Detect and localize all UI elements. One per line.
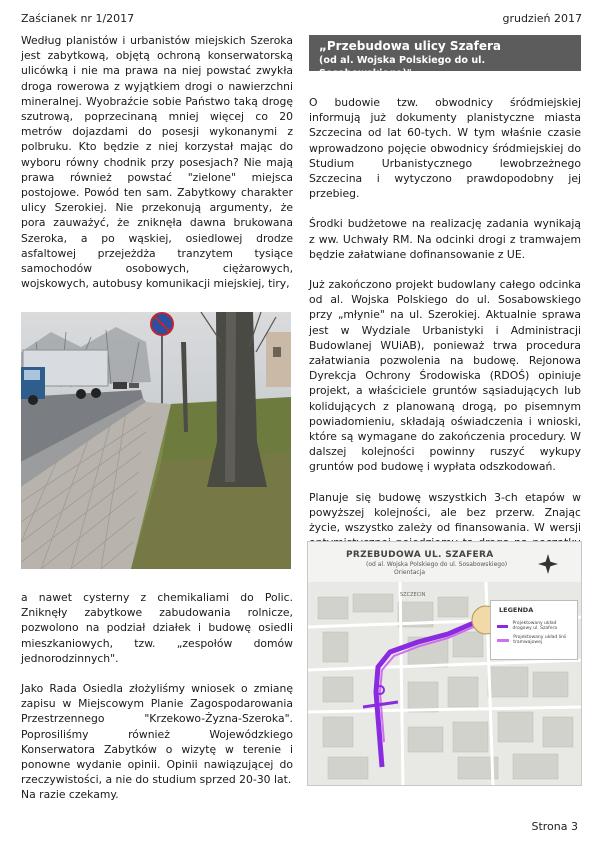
article-paragraph: O budowie tzw. obwodnicy śródmiejskiej informują już dokumenty planistyczne miasta Szczecina od lat 60-tych. W tym właśnie czasie wprowadzono pojęcie obwodnicy śródmiejskiej do Studium Urbanistycznego lewobrzeżnego Szczecina i wytyczono prawdopodobny jej przebieg. (309, 96, 581, 201)
banner-title: „Przebudowa ulicy Szafera (319, 39, 502, 53)
legend-label: Projektowany układ linii tramwajowej (513, 635, 567, 645)
article-paragraph: Już zakończono projekt budowlany całego odcinka od al. Wojska Polskiego do ul. Sosabowskiego przy „młynie" na ul. Szerokiej. Aktualnie sprawa jest w Wydziale Urbanistyki i Administracji Budowlanej WUiAB), ponieważ trwa procedura załatwiania pozwolenia na budowę. Rejonowa Dyrekcja Ochrony Środowiska (RDOŚ) opiniuje projekt, a właściciele gruntów sąsiadujących lub kolidujących z planowaną drogą, po pisemnym powiadomieniu, składają oświadczenia i wnioski, które są wymagane do zakończenia procedury. W dalszej kolejności powinny ruszyć wykupy gruntów pod budowę i wypłata odszkodowań. (309, 278, 581, 474)
legend-item (497, 621, 577, 631)
map-orientation-label: Orientacja (394, 569, 426, 576)
map-title: PRZEBUDOWA UL. SZAFERA (346, 550, 494, 560)
page-number: Strona 3 (531, 820, 578, 833)
route-map-drawing (308, 542, 582, 786)
legend-swatch (497, 625, 508, 628)
map-legend (490, 600, 578, 660)
article-paragraph: Jako Rada Osiedla złożyliśmy wniosek o zmianę zapisu w Miejscowym Planie Zagospodarowania Przestrzennego "Krzekowo-Żyzna-Szeroka". Poprosiliśmy również Wojewódzkiego Konserwatora Zabytków o wizytę w terenie i ponowne wydanie opinii. Opinii nawiązującej do rzeczywistości, a nie do studium sprzed 20-30 lat. (21, 682, 293, 787)
compass-icon (538, 554, 558, 574)
article-paragraph: a nawet cysterny z chemikaliami do Polic. Zniknęły zabytkowe zabudowania rolnicze, pozwolono na podział działek i budowę osiedli mieszkaniowych, tzw. „zespołów domów jednorodzinnych". (21, 591, 293, 665)
issue-date: grudzień 2017 (502, 12, 582, 25)
map-subtitle: (od al. Wojska Polskiego do ul. Sosabowskiego) (366, 561, 508, 568)
street-photo (21, 312, 291, 569)
issue-label: Zaścianek nr 1/2017 (21, 12, 135, 25)
left-column-top (21, 33, 293, 291)
right-column-text (309, 95, 581, 581)
article-paragraph: Według planistów i urbanistów miejskich Szeroka jest zabytkową, objętą ochroną konserwatorską ulicówką i nie ma prawa na niej powstać zwykła droga rowerowa z wyjątkiem drogi o nawierzchni mineralnej. Wyobraźcie sobie Państwo taką drogę szutrową, poprzecinaną mniej więcej co 20 metrów dojazdami do posesji wykonanymi z polbruku. Kto będzie z niej korzystał mając do wyboru równy chodnik przy posesjach? Nie mają prawa również powstać "zielone" miejsca postojowe. Powód ten sam. Zabytkowy charakter ulicy Szerokiej. Nie przekonują argumenty, że pora zauważyć, że zniknęła dawna brukowana Szeroka, a po wąskiej, osiedlowej drodze asfaltowej przejeżdża tranzytem tysiące samochodów osobowych, ciężarowych, wojskowych, autobusy komunikacji miejskiej, tiry, (21, 34, 293, 291)
legend-item (497, 635, 577, 645)
street-photo-drawing (21, 312, 291, 569)
article-paragraph: Środki budżetowe na realizację zadania wynikają z ww. Uchwały RM. Na odcinki drogi z tramwajem będzie załatwiane dofinansowanie z UE. (309, 217, 581, 261)
legend-label: Projektowany układ drogowy ul. Szafera (512, 621, 558, 631)
article-paragraph: Na razie czekamy. (21, 788, 119, 802)
left-column-bottom (21, 590, 293, 803)
article-banner (309, 35, 581, 79)
route-map (307, 541, 582, 786)
legend-title: LEGENDA (499, 606, 534, 614)
legend-swatch (497, 639, 509, 642)
banner-subtitle: (od al. Wojska Polskiego do ul. Sosabowskiego)" (319, 55, 486, 79)
map-place-label: SZCZECIN (400, 592, 426, 598)
article-paragraph: Planuje się budowę wszystkich 3-ch etapów w powyższej kolejności, ale bez przerw. Znając życie, wszystko zależy od finansowania. W wersji (309, 490, 581, 535)
